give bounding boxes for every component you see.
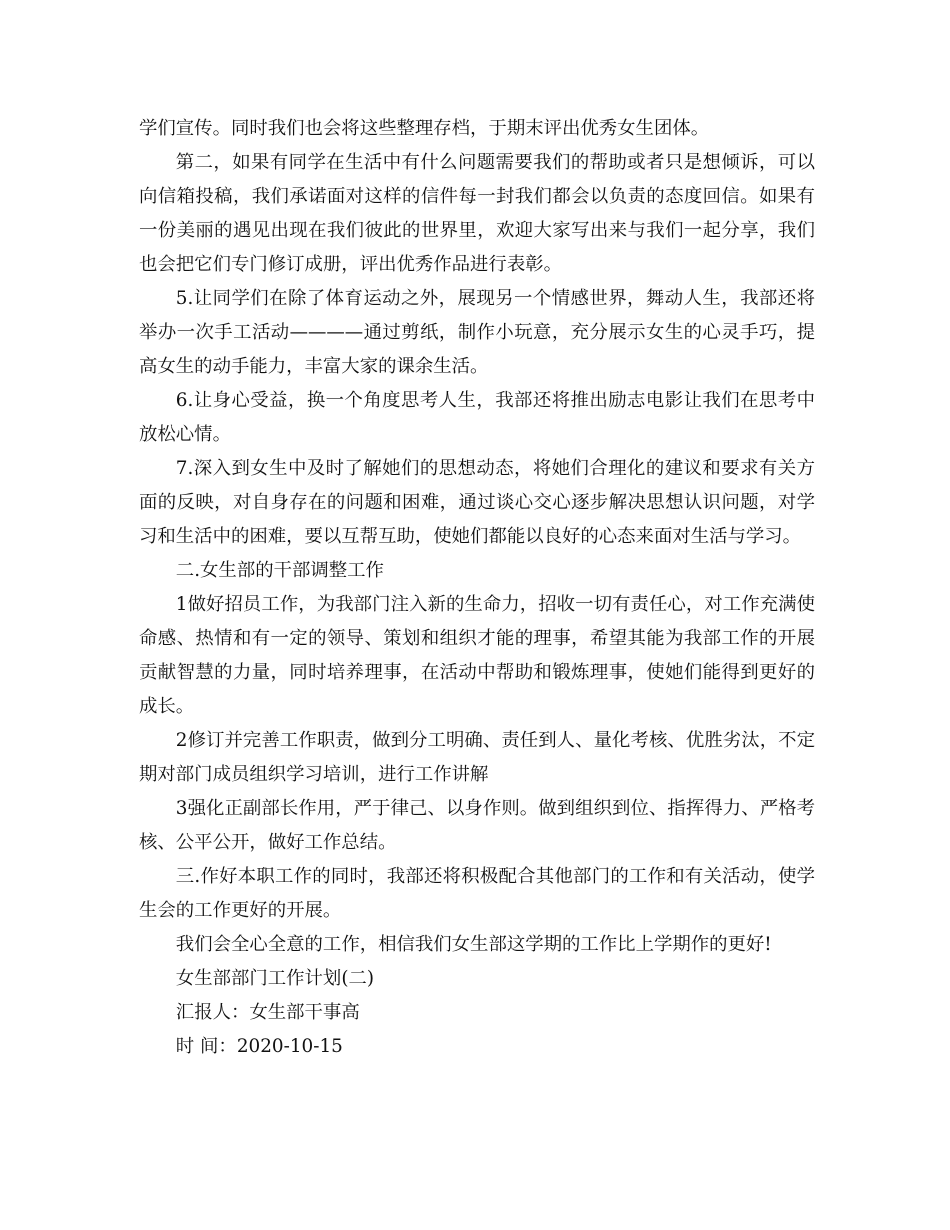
date-line: 时 间：2020-10-15 (175, 1036, 343, 1057)
paragraph-continuation: 学们宣传。同时我们也会将这些整理存档，于期末评出优秀女生团体。 (139, 118, 710, 139)
paragraph-item-5: 5.让同学们在除了体育运动之外，展现另一个情感世界，舞动人生，我部还将举办一次手工活动————通过剪纸，制作小玩意，充分展示女生的心灵手巧，提高女生的动手能力，丰富大家的课余生活。 (139, 288, 815, 377)
reporter-line: 汇报人：女生部干事高 (175, 1002, 360, 1023)
section-heading-2: 二.女生部的干部调整工作 (175, 560, 384, 581)
document-body (139, 112, 815, 1064)
paragraph-sub-2: 2修订并完善工作职责，做到分工明确、责任到人、量化考核、优胜劣汰，不定期对部门成员组织学习培训，进行工作讲解 (139, 730, 815, 785)
plan-title: 女生部部门工作计划(二) (175, 968, 375, 989)
closing-statement: 我们会全心全意的工作，相信我们女生部这学期的工作比上学期作的更好! (175, 934, 772, 955)
section-heading-3: 三.作好本职工作的同时，我部还将积极配合其他部门的工作和有关活动，使学生会的工作更好的开展。 (139, 866, 815, 921)
paragraph-second-point: 第二，如果有同学在生活中有什么问题需要我们的帮助或者只是想倾诉，可以向信箱投稿，我们承诺面对这样的信件每一封我们都会以负责的态度回信。如果有一份美丽的遇见出现在我们彼此的世界里，欢迎大家写出来与我们一起分享，我们也会把它们专门修订成册，评出优秀作品进行表彰。 (139, 152, 815, 275)
paragraph-item-6: 6.让身心受益，换一个角度思考人生，我部还将推出励志电影让我们在思考中放松心情。 (139, 390, 815, 445)
paragraph-sub-3: 3强化正副部长作用，严于律己、以身作则。做到组织到位、指挥得力、严格考核、公平公开，做好工作总结。 (139, 798, 815, 853)
paragraph-item-7: 7.深入到女生中及时了解她们的思想动态，将她们合理化的建议和要求有关方面的反映，对自身存在的问题和困难，通过谈心交心逐步解决思想认识问题，对学习和生活中的困难，要以互帮互助，使她们都能以良好的心态来面对生活与学习。 (139, 458, 815, 547)
paragraph-sub-1: 1做好招员工作，为我部门注入新的生命力，招收一切有责任心，对工作充满使命感、热情和有一定的领导、策划和组织才能的理事，希望其能为我部工作的开展贡献智慧的力量，同时培养理事，在活动中帮助和锻炼理事，使她们能得到更好的成长。 (139, 594, 815, 717)
